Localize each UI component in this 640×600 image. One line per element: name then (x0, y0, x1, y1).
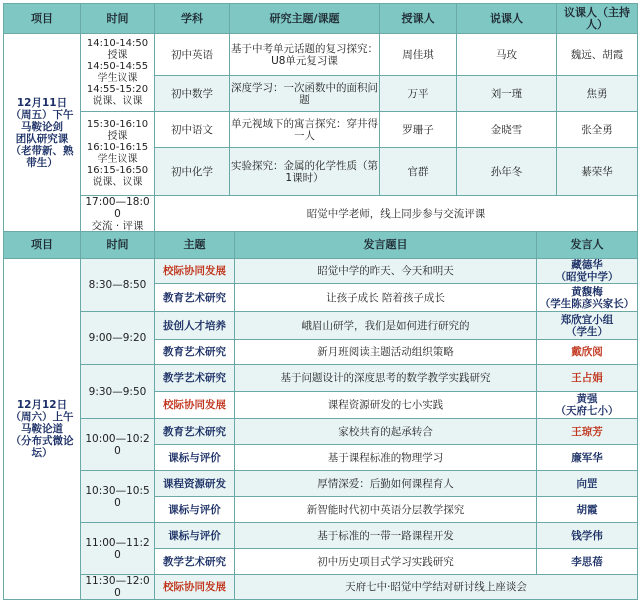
time-cell: 11:30—12:00 (81, 575, 155, 600)
schedule-table-dec11 (3, 3, 638, 233)
speaker-cell: 戴欣阅 (537, 340, 638, 365)
title-cell: 基于课程标准的物理学习 (235, 445, 537, 471)
explainer-cell: 孙年冬 (457, 148, 557, 196)
time-cell: 15:30-16:10 授课 16:10-16:15 学生议课 16:15-16:50 说课、议课 (81, 112, 155, 196)
host-cell: 张全勇 (557, 112, 638, 148)
lecturer-cell: 万平 (380, 76, 457, 112)
theme-cell: 教育艺术研究 (155, 284, 235, 312)
table-row (4, 575, 638, 600)
theme-cell: 课标与评价 (155, 497, 235, 523)
speaker-cell: 郑欣宜小组 （学生） (537, 312, 638, 340)
theme-cell: 教育艺术研究 (155, 340, 235, 365)
theme-cell: 课程资源研发 (155, 471, 235, 497)
theme-cell: 教育艺术研究 (155, 419, 235, 445)
speaker-cell: 钱学伟 (537, 523, 638, 549)
title-cell: 厚情深爱：后勤如何课程育人 (235, 471, 537, 497)
online-note-cell: 昭觉中学老师，线上同步参与交流评课 (155, 196, 638, 233)
theme-cell: 校际协同发展 (155, 575, 235, 600)
header-project: 项目 (4, 4, 81, 34)
table-row (4, 523, 638, 549)
speaker-cell: 胡霞 (537, 497, 638, 523)
title-cell: 基于标准的一带一路课程开发 (235, 523, 537, 549)
title-cell: 课程资源研发的七小实践 (235, 392, 537, 419)
subject-cell: 初中语文 (155, 112, 230, 148)
theme-cell: 教学艺术研究 (155, 365, 235, 392)
header-theme: 主题 (155, 232, 235, 259)
speaker-cell: 黄强 （天府七小） (537, 392, 638, 419)
speaker-cell: 廉军华 (537, 445, 638, 471)
host-cell: 綦荣华 (557, 148, 638, 196)
subject-cell: 初中数学 (155, 76, 230, 112)
theme-cell: 拔创人才培养 (155, 312, 235, 340)
table-row (4, 196, 638, 233)
table-row (4, 34, 638, 76)
host-cell: 焦勇 (557, 76, 638, 112)
speaker-cell: 黄馥梅 （学生陈彦兴家长） (537, 284, 638, 312)
speaker-cell: 王琼芳 (537, 419, 638, 445)
theme-cell: 校际协同发展 (155, 392, 235, 419)
speaker-cell: 李思蓓 (537, 549, 638, 575)
theme-cell: 课标与评价 (155, 523, 235, 549)
project-cell-dec11: 12月11日 （周五）下午 马鞍论剑 团队研究课 （老带新、熟 带生） (4, 34, 81, 233)
table-row (4, 259, 638, 284)
title-cell: 家校共育的起承转合 (235, 419, 537, 445)
host-cell: 魏远、胡霞 (557, 34, 638, 76)
title-cell: 天府七中·昭觉中学结对研讨线上座谈会 (235, 575, 638, 600)
header-host: 议课人（主持人） (557, 4, 638, 34)
schedule-table-dec12 (3, 231, 638, 600)
time-cell: 11:00—11:20 (81, 523, 155, 575)
header-time: 时间 (81, 4, 155, 34)
lecturer-cell: 罗珊子 (380, 112, 457, 148)
header-subject: 学科 (155, 4, 230, 34)
time-cell: 9:30—9:50 (81, 365, 155, 419)
header-title: 发言题目 (235, 232, 537, 259)
header-topic: 研究主题/课题 (230, 4, 380, 34)
subject-cell: 初中英语 (155, 34, 230, 76)
table-row (4, 312, 638, 340)
time-cell: 9:00—9:20 (81, 312, 155, 365)
theme-cell: 校际协同发展 (155, 259, 235, 284)
table-row (4, 471, 638, 497)
title-cell: 峨眉山研学，我们是如何进行研究的 (235, 312, 537, 340)
header-explainer: 说课人 (457, 4, 557, 34)
theme-cell: 教学艺术研究 (155, 549, 235, 575)
table-row (4, 419, 638, 445)
title-cell: 初中历史项目式学习实践研究 (235, 549, 537, 575)
subject-cell: 初中化学 (155, 148, 230, 196)
title-cell: 新月班阅读主题活动组织策略 (235, 340, 537, 365)
explainer-cell: 金晓雪 (457, 112, 557, 148)
title-cell: 基于问题设计的深度思考的数学教学实践研究 (235, 365, 537, 392)
header-speaker: 发言人 (537, 232, 638, 259)
lecturer-cell: 官群 (380, 148, 457, 196)
explainer-cell: 马玫 (457, 34, 557, 76)
topic-cell: 基于中考单元话题的复习探究：U8单元复习课 (230, 34, 380, 76)
table1-header-row (4, 4, 638, 34)
title-cell: 昭觉中学的昨天、今天和明天 (235, 259, 537, 284)
time-cell: 10:30—10:50 (81, 471, 155, 523)
table-row (4, 112, 638, 148)
header-project: 项目 (4, 232, 81, 259)
speaker-cell: 藏德华 （昭觉中学） (537, 259, 638, 284)
header-time: 时间 (81, 232, 155, 259)
lecturer-cell: 周佳琪 (380, 34, 457, 76)
header-lecturer: 授课人 (380, 4, 457, 34)
explainer-cell: 刘一瑾 (457, 76, 557, 112)
title-cell: 让孩子成长 陪着孩子成长 (235, 284, 537, 312)
time-cell: 17:00—18:00 交流 · 评课 (81, 196, 155, 233)
theme-cell: 课标与评价 (155, 445, 235, 471)
project-cell-dec12: 12月12日 （周六）上午 马鞍论道 （分布式微论 坛） (4, 259, 81, 600)
topic-cell: 单元视域下的寓言探究：穿井得一人 (230, 112, 380, 148)
speaker-cell: 王占娟 (537, 365, 638, 392)
time-cell: 8:30—8:50 (81, 259, 155, 312)
topic-cell: 深度学习：一次函数中的面积问题 (230, 76, 380, 112)
table2-header-row (4, 232, 638, 259)
topic-cell: 实验探究：金属的化学性质（第1课时） (230, 148, 380, 196)
table-row (4, 365, 638, 392)
title-cell: 新智能时代初中英语分层教学探究 (235, 497, 537, 523)
speaker-cell: 向罡 (537, 471, 638, 497)
time-cell: 14:10-14:50 授课 14:50-14:55 学生议课 14:55-15:20 说课、议课 (81, 34, 155, 112)
time-cell: 10:00—10:20 (81, 419, 155, 471)
